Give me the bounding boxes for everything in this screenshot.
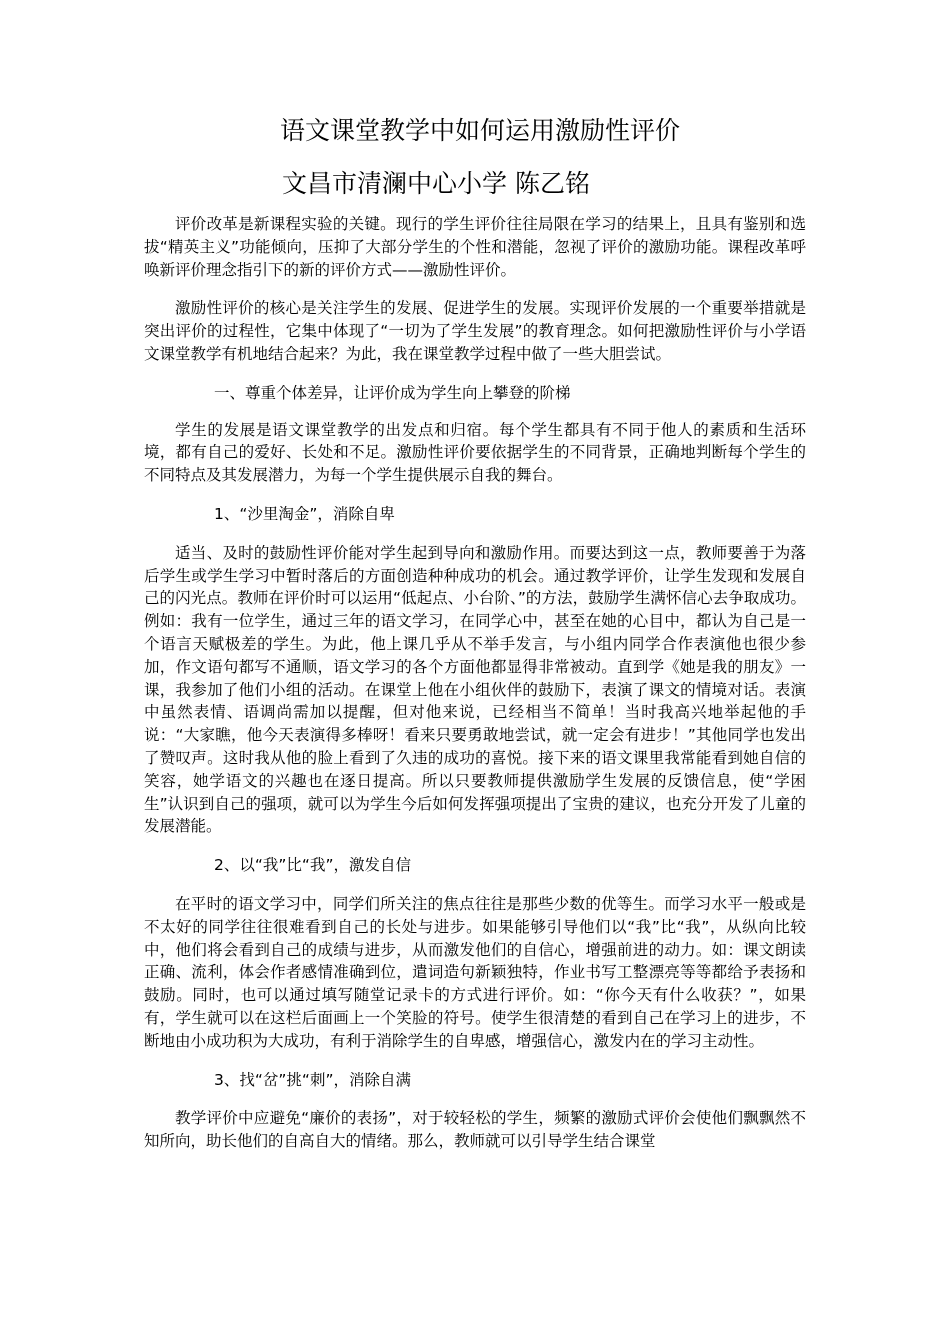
paragraph-subsection-2: 在平时的语文学习中，同学们所关注的焦点往往是那些少数的优等生。而学习水平一般或是不太好的同学往往很难看到自己的长处与进步。如果能够引导他们以“我”比“我”，从纵向比较中，他们将会看到自己的成绩与进步，从而激发他们的自信心，增强前进的动力。如：课文朗读正确、流利，体会作者感情准确到位，遣词造句新颖独特，作业书写工整漂亮等等都给予表扬和鼓励。同时，也可以通过填写随堂记录卡的方式进行评价。如：“你今天有什么收获？”，如果有，学生就可以在这栏后面画上一个笑脸的符号。使学生很清楚的看到自己在学习上的进步，不断地由小成功积为大成功，有利于消除学生的自卑感，增强信心，激发内在的学习主动性。 bbox=[144, 894, 806, 1050]
document-body bbox=[144, 213, 806, 1153]
paragraph-subsection-1: 适当、及时的鼓励性评价能对学生起到导向和激励作用。而要达到这一点，教师要善于为落后学生或学生学习中暂时落后的方面创造种种成功的机会。通过教学评价，让学生发现和发展自己的闪光点。教师在评价时可以运用“低起点、小台阶、”的方法，鼓励学生满怀信心去争取成功。例如：我有一位学生，通过三年的语文学习，在同学心中，甚至在她的心目中，都认为自己是一个语言天赋极差的学生。为此，他上课几乎从不举手发言，与小组内同学合作表演他也很少参加，作文语句都写不通顺，语文学习的各个方面他都显得非常被动。直到学《她是我的朋友》一课，我参加了他们小组的活动。在课堂上他在小组伙伴的鼓励下，表演了课文的情境对话。表演中虽然表情、语调尚需加以提醒，但对他来说，已经相当不简单！当时我高兴地举起他的手说：“大家瞧，他今天表演得多棒呀！看来只要勇敢地尝试，就一定会有进步！”其他同学也发出了赞叹声。这时我从他的脸上看到了久违的成功的喜悦。接下来的语文课里我常能看到她自信的笑容，她学语文的兴趣也在逐日提高。所以只要教师提供激励学生发展的反馈信息，使“学困生”认识到自己的强项，就可以为学生今后如何发挥强项提出了宝贵的建议，也充分开发了儿童的发展潜能。 bbox=[144, 543, 806, 836]
paragraph-core-concept: 激励性评价的核心是关注学生的发展、促进学生的发展。实现评价发展的一个重要举措就是突出评价的过程性，它集中体现了“一切为了学生发展”的教育理念。如何把激励性评价与小学语文课堂教学有机地结合起来？为此，我在课堂教学过程中做了一些大胆尝试。 bbox=[144, 299, 806, 363]
paragraph-intro: 评价改革是新课程实验的关键。现行的学生评价往往局限在学习的结果上，且具有鉴别和选拔“精英主义”功能倾向，压抑了大部分学生的个性和潜能，忽视了评价的激励功能。课程改革呼唤新评价理念指引下的新的评价方式——激励性评价。 bbox=[144, 215, 806, 279]
paragraph-section-1: 学生的发展是语文课堂教学的出发点和归宿。每个学生都具有不同于他人的素质和生活环境，都有自己的爱好、长处和不足。激励性评价要依据学生的不同背景，正确地判断每个学生的不同特点及其发展潜力，为每一个学生提供展示自我的舞台。 bbox=[144, 420, 806, 485]
section-heading-1: 一、尊重个体差异，让评价成为学生向上攀登的阶梯 bbox=[214, 383, 571, 402]
subsection-heading-2: 2、以“我”比“我”，激发自信 bbox=[214, 856, 411, 875]
document-author: 文昌市清澜中心小学 陈乙铭 bbox=[282, 169, 590, 198]
subsection-heading-1: 1、“沙里淘金”，消除自卑 bbox=[214, 504, 395, 523]
document-title: 语文课堂教学中如何运用激励性评价 bbox=[280, 116, 681, 145]
paragraph-subsection-3: 教学评价中应避免“廉价的表扬”，对于较轻松的学生，频繁的激励式评价会使他们飘飘然不知所向，助长他们的自高自大的情绪。那么，教师就可以引导学生结合课堂 bbox=[144, 1109, 806, 1151]
subsection-heading-3: 3、找“岔”挑“刺”，消除自满 bbox=[214, 1070, 411, 1089]
